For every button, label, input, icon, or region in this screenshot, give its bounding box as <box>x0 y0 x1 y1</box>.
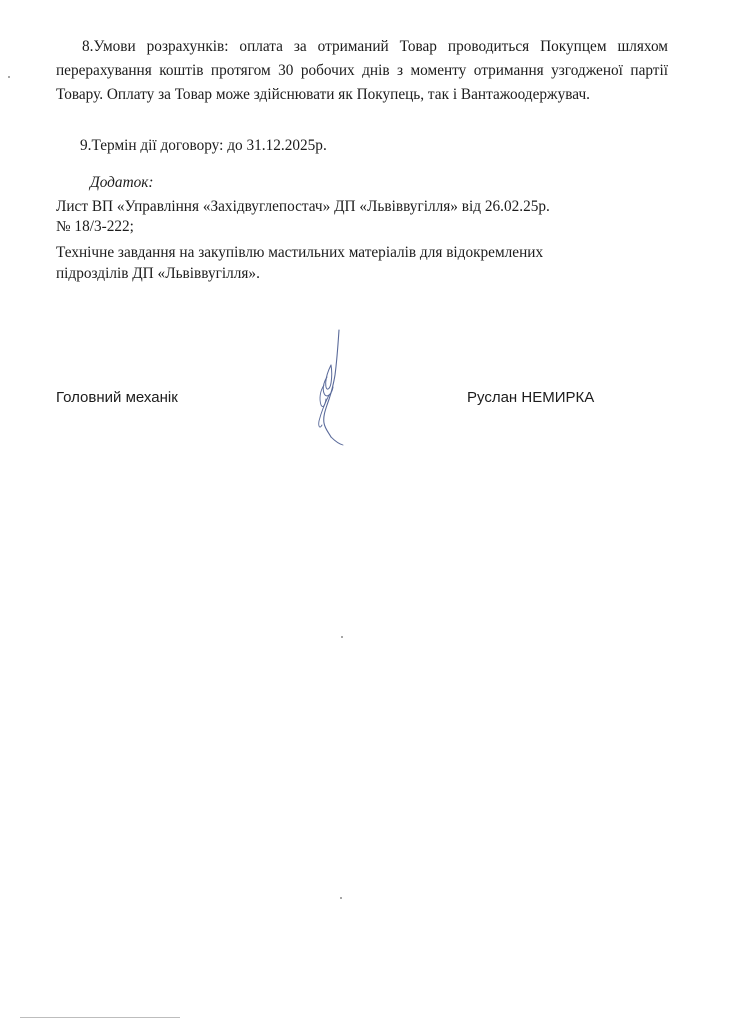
paragraph-text: Умови розрахунків: оплата за отриманий Товар проводиться Покупцем шляхом перерахування коштів протягом 30 робочих днів з моменту отримання узгодженої партії Товару. Оплату за Товар може здійснювати як Покупець, так і Вантажоодержувач. <box>56 38 668 103</box>
paragraph-contract-term <box>80 135 327 157</box>
attachment-line: Лист ВП «Управління «Західвуглепостач» ДП «Львіввугілля» від 26.02.25р. <box>56 198 550 215</box>
paragraph-number: 8. <box>82 38 94 55</box>
attachment-line: підрозділів ДП «Львіввугілля». <box>56 265 260 282</box>
paragraph-payment-terms <box>56 35 668 107</box>
attachment-line: Технічне завдання на закупівлю мастильних матеріалів для відокремлених <box>56 244 544 261</box>
attachment-line: № 18/3-222; <box>56 218 134 235</box>
attachment-heading: Додаток: <box>90 174 154 191</box>
handwritten-signature <box>305 325 355 450</box>
signatory-position: Головний механік <box>56 389 178 406</box>
paragraph-text: Термін дії договору: до 31.12.2025р. <box>91 137 327 154</box>
scan-speck <box>340 897 342 899</box>
scan-edge-line <box>20 1017 180 1018</box>
paragraph-number: 9. <box>80 137 92 154</box>
scan-speck <box>8 76 10 78</box>
signatory-name: Руслан НЕМИРКА <box>467 389 595 406</box>
scan-speck <box>341 636 343 638</box>
